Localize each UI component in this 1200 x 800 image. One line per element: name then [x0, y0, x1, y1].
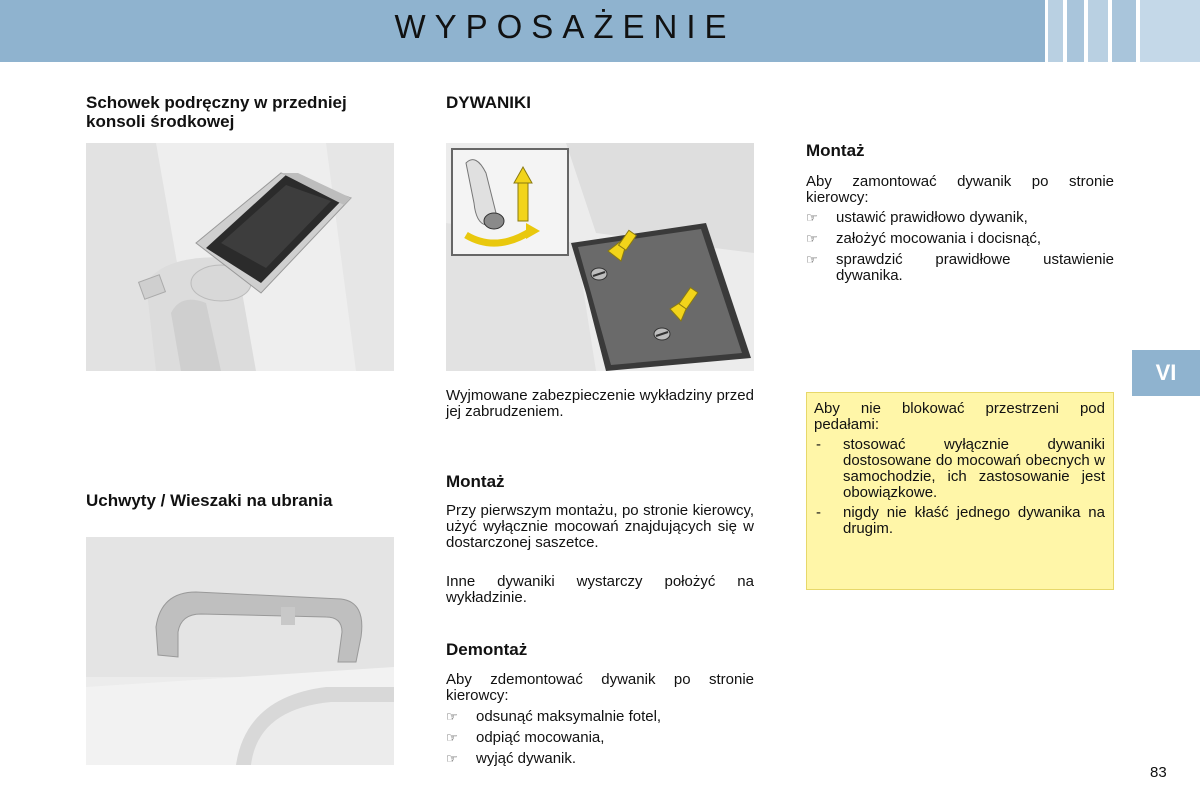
note-item: - nigdy nie kłaść jednego dywanika na drugim.	[816, 504, 1105, 537]
mount-heading-right: Montaż	[806, 141, 865, 160]
list-item: ☞ odsunąć maksymalnie fotel,	[446, 708, 662, 725]
header-stripes	[1045, 0, 1200, 62]
pointing-hand-icon: ☞	[446, 751, 458, 766]
console-storage-image	[86, 143, 394, 371]
mats-heading: DYWANIKI	[446, 93, 531, 112]
list-item: ☞ odpiąć mocowania,	[446, 729, 605, 746]
mats-caption: Wyjmowane zabezpieczenie wykładziny przed jej zabrudzeniem.	[446, 387, 754, 420]
dash-marker: -	[816, 436, 821, 453]
mount-heading-middle: Montaż	[446, 472, 505, 491]
pointing-hand-icon: ☞	[806, 210, 818, 225]
page-header	[0, 0, 1200, 62]
floor-mat-image	[446, 143, 754, 371]
dash-marker: -	[816, 504, 821, 521]
list-item: ☞ ustawić prawidłowo dywanik,	[806, 209, 1028, 226]
pointing-hand-icon: ☞	[446, 709, 458, 724]
section-tab: VI	[1132, 350, 1200, 396]
pointing-hand-icon: ☞	[446, 730, 458, 745]
handles-image	[86, 537, 394, 765]
console-storage-heading: Schowek podręczny w przedniej konsoli środkowej	[86, 93, 347, 131]
mount-text-other: Inne dywaniki wystarczy położyć na wykładzinie.	[446, 573, 754, 606]
list-item: ☞ sprawdzić prawidłowe ustawienie dywanika.	[806, 251, 1114, 284]
mount-text-first: Przy pierwszym montażu, po stronie kierowcy, użyć wyłącznie mocowań znajdujących się w dostarczonej saszetce.	[446, 502, 754, 551]
page-title: WYPOSAŻENIE	[394, 8, 736, 45]
pointing-hand-icon: ☞	[806, 231, 818, 246]
demount-steps	[446, 709, 754, 772]
handles-heading: Uchwyty / Wieszaki na ubrania	[86, 491, 333, 510]
mount-steps	[806, 210, 1114, 289]
page-number: 83	[1150, 764, 1167, 781]
note-intro: Aby nie blokować przestrzeni pod pedałami:	[814, 400, 1105, 433]
demount-intro: Aby zdemontować dywanik po stronie kierowcy:	[446, 671, 754, 704]
list-item: ☞ założyć mocowania i docisnąć,	[806, 230, 1042, 247]
demount-heading: Demontaż	[446, 640, 528, 659]
pointing-hand-icon: ☞	[806, 252, 818, 267]
mount-intro: Aby zamontować dywanik po stronie kierowcy:	[806, 173, 1114, 206]
list-item: ☞ wyjąć dywanik.	[446, 750, 577, 767]
note-item: - stosować wyłącznie dywaniki dostosowane do mocowań obecnych w samochodzie, ich zastosowanie jest obowiązkowe.	[816, 436, 1105, 501]
warning-note	[806, 392, 1114, 590]
